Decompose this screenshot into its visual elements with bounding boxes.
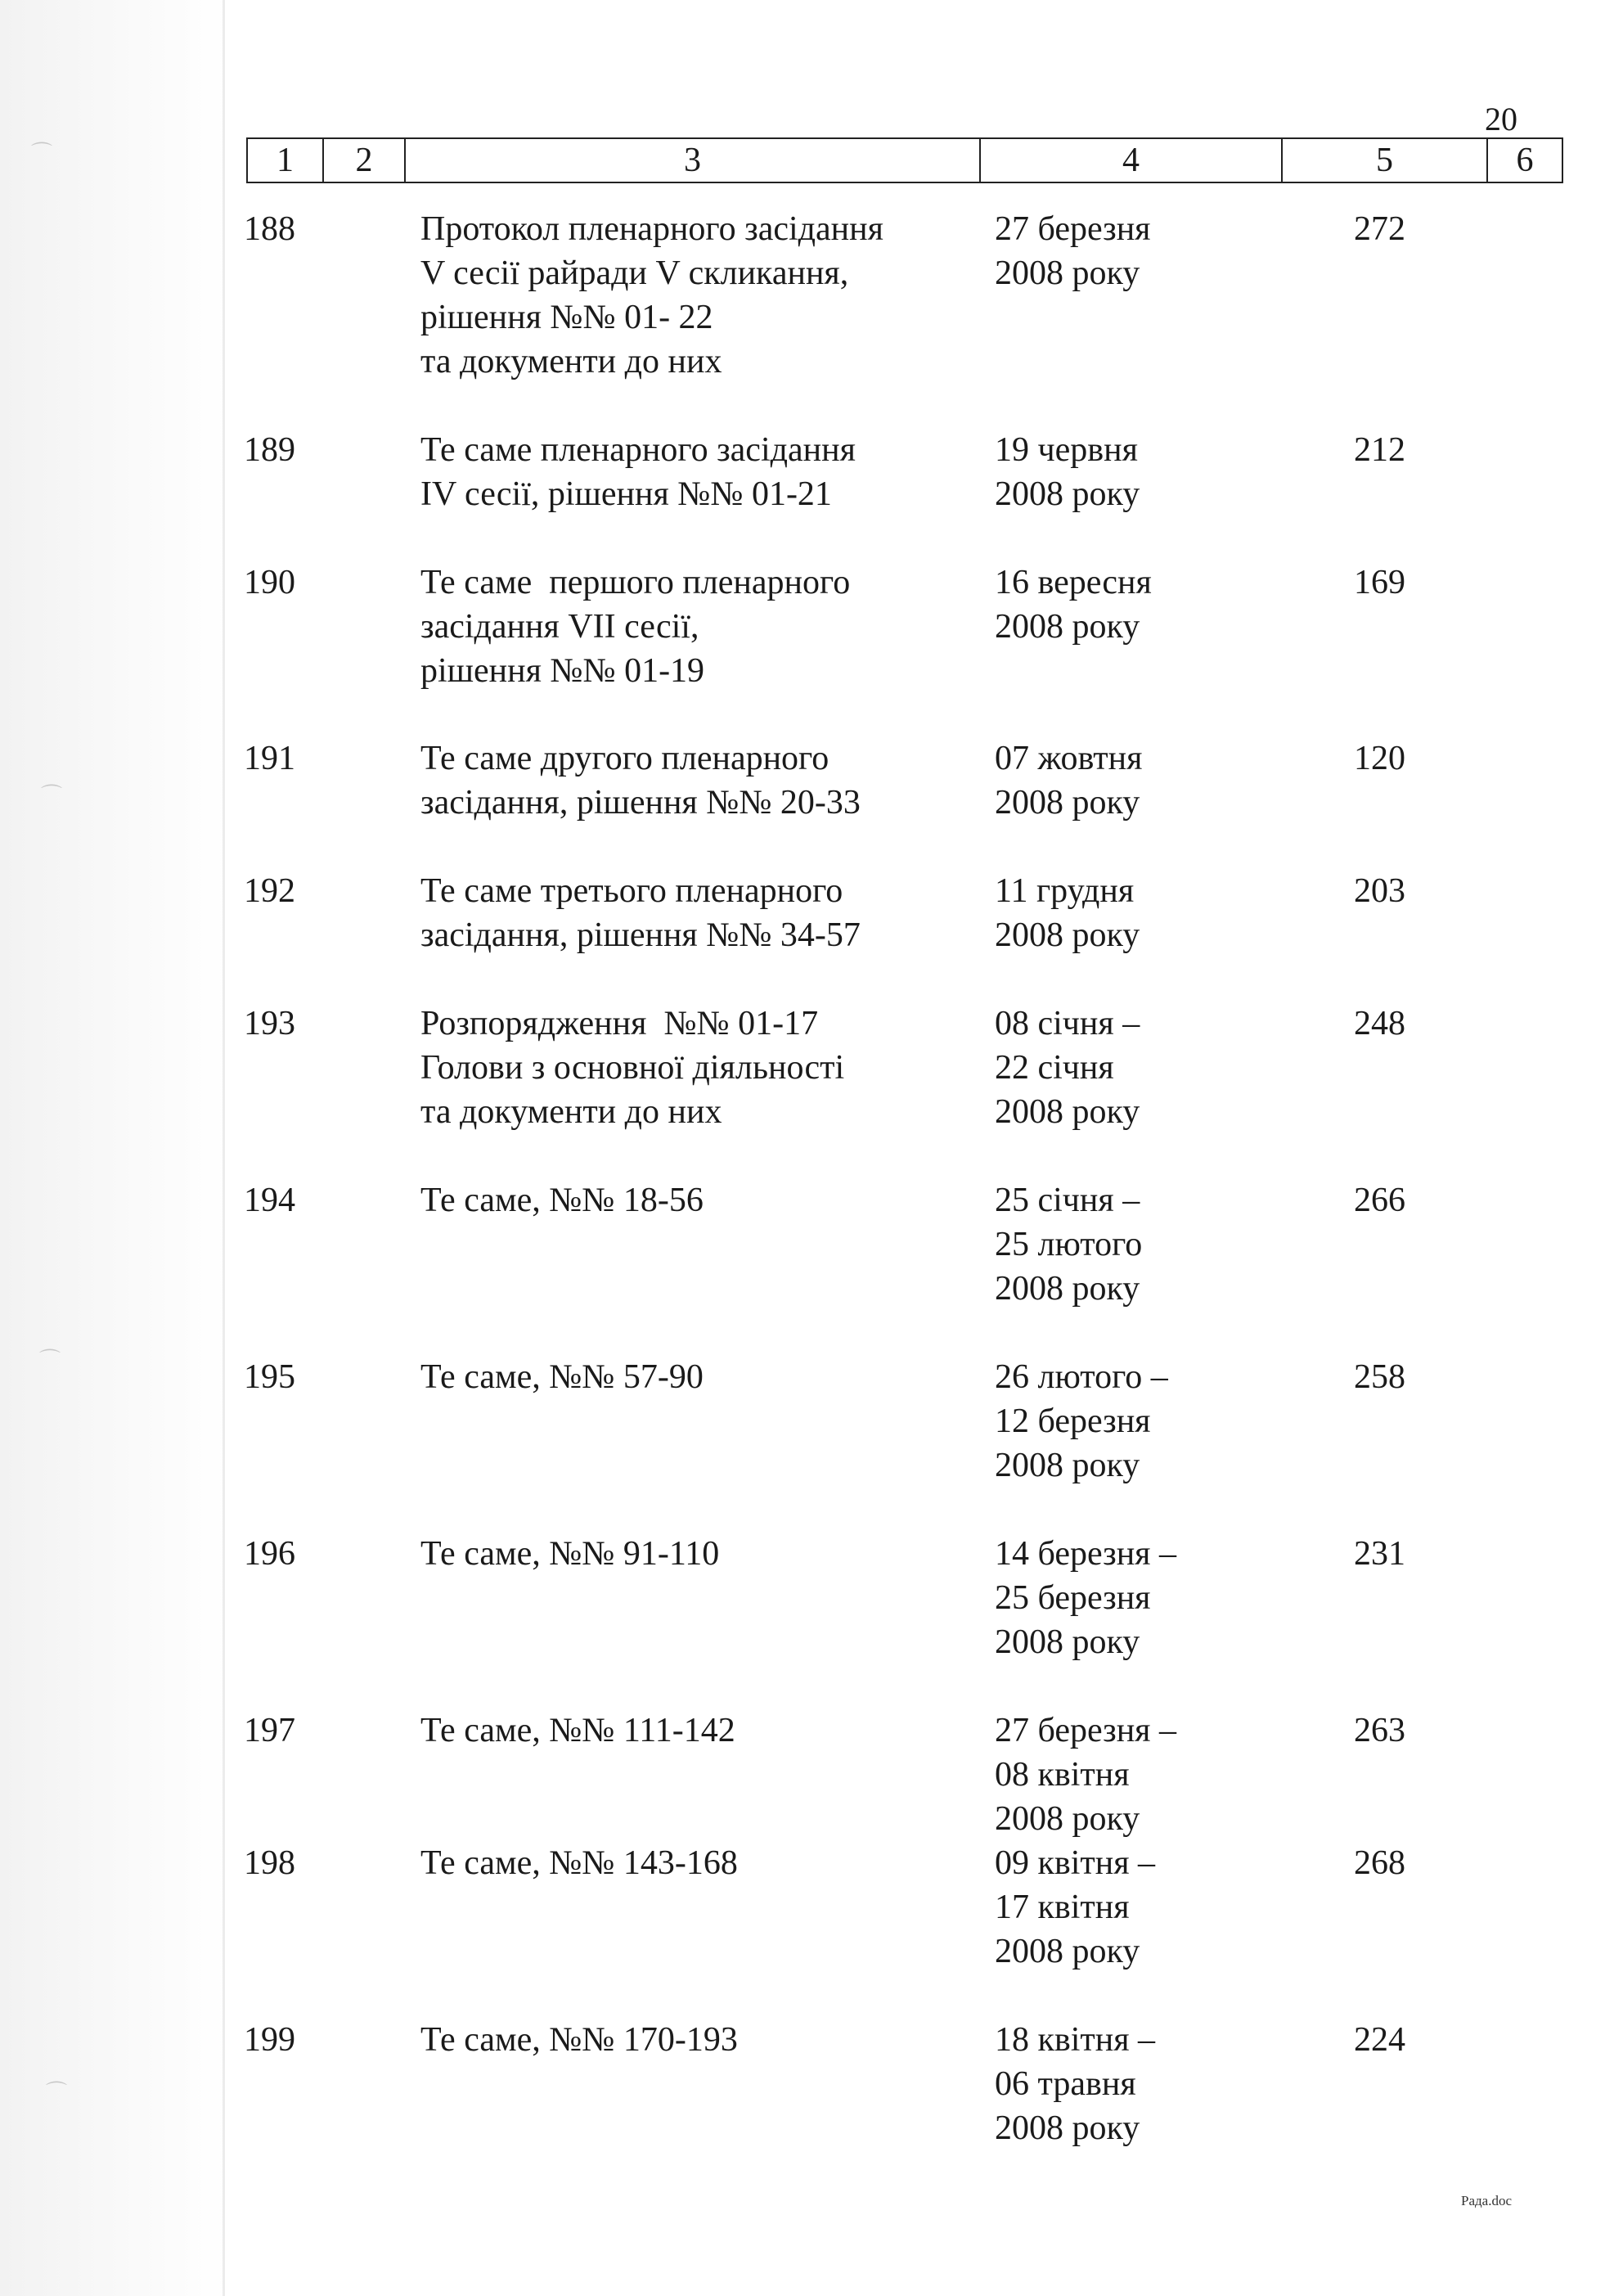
- entry-title: Те саме, №№ 18-56: [420, 1182, 704, 1219]
- entry-title: Те саме пленарного засідання IV сесії, рішення №№ 01-21: [420, 431, 856, 513]
- entry-date: 16 вересня 2008 року: [995, 564, 1152, 646]
- entry-title: Те саме, №№ 91-110: [420, 1535, 720, 1573]
- entry-pages: 169: [1354, 564, 1405, 601]
- entry-number: 188: [244, 210, 295, 248]
- entry-pages: 203: [1354, 872, 1405, 910]
- entry-number: 193: [244, 1005, 295, 1042]
- scan-speck: ⌒: [31, 142, 53, 165]
- entry-pages: 120: [1354, 740, 1405, 777]
- entry-title: Те саме, №№ 143-168: [420, 1844, 738, 1882]
- entry-pages: 263: [1354, 1712, 1405, 1749]
- entry-date: 27 березня 2008 року: [995, 210, 1151, 292]
- entry-date: 08 січня – 22 січня 2008 року: [995, 1005, 1140, 1131]
- entry-number: 195: [244, 1358, 295, 1396]
- entry-pages: 212: [1354, 431, 1405, 469]
- entry-number: 198: [244, 1844, 295, 1882]
- entry-pages: 258: [1354, 1358, 1405, 1396]
- entry-title: Те саме першого пленарного засідання VII сесії, рішення №№ 01-19: [420, 564, 851, 690]
- entry-title: Те саме, №№ 111-142: [420, 1712, 735, 1749]
- column-header-row: [246, 137, 1563, 183]
- entry-pages: 248: [1354, 1005, 1405, 1042]
- page-fold-line: [223, 0, 225, 2296]
- entry-pages: 272: [1354, 210, 1405, 248]
- entry-date: 18 квітня – 06 травня 2008 року: [995, 2021, 1156, 2147]
- page-number: 20: [1485, 101, 1517, 137]
- entry-number: 197: [244, 1712, 295, 1749]
- entry-title: Те саме, №№ 170-193: [420, 2021, 738, 2059]
- column-header: 2: [324, 139, 406, 182]
- entry-date: 27 березня – 08 квітня 2008 року: [995, 1712, 1176, 1838]
- entry-number: 199: [244, 2021, 295, 2059]
- column-header: 4: [981, 139, 1283, 182]
- entry-date: 07 жовтня 2008 року: [995, 740, 1143, 822]
- scan-edge-shadow: [0, 0, 229, 2296]
- entry-title: Те саме другого пленарного засідання, рішення №№ 20-33: [420, 740, 861, 822]
- entry-date: 26 лютого – 12 березня 2008 року: [995, 1358, 1168, 1484]
- entry-title: Те саме третього пленарного засідання, рішення №№ 34-57: [420, 872, 861, 954]
- entry-number: 190: [244, 564, 295, 601]
- entry-pages: 231: [1354, 1535, 1405, 1573]
- entry-number: 196: [244, 1535, 295, 1573]
- entry-date: 09 квітня – 17 квітня 2008 року: [995, 1844, 1156, 1970]
- entry-title: Протокол пленарного засідання V сесії райради V скликання, рішення №№ 01- 22 та документи до них: [420, 210, 883, 380]
- entry-pages: 224: [1354, 2021, 1405, 2059]
- entry-date: 14 березня – 25 березня 2008 року: [995, 1535, 1176, 1661]
- column-header: 1: [248, 139, 324, 182]
- scan-speck: ⌒: [46, 2081, 68, 2105]
- entry-number: 191: [244, 740, 295, 777]
- entry-pages: 266: [1354, 1182, 1405, 1219]
- column-header: 5: [1283, 139, 1488, 182]
- entry-date: 19 червня 2008 року: [995, 431, 1140, 513]
- column-header: 3: [406, 139, 981, 182]
- entry-date: 25 січня – 25 лютого 2008 року: [995, 1182, 1143, 1308]
- scan-speck: ⌒: [41, 784, 63, 808]
- entry-pages: 268: [1354, 1844, 1405, 1882]
- entry-number: 189: [244, 431, 295, 469]
- entry-title: Розпорядження №№ 01-17 Голови з основної діяльності та документи до них: [420, 1005, 845, 1131]
- entry-date: 11 грудня 2008 року: [995, 872, 1140, 954]
- entry-number: 192: [244, 872, 295, 910]
- footer-filename: Рада.doc: [1461, 2193, 1512, 2208]
- scan-speck: ⌒: [39, 1348, 61, 1372]
- column-header: 6: [1516, 142, 1534, 179]
- entry-title: Те саме, №№ 57-90: [420, 1358, 704, 1396]
- entry-number: 194: [244, 1182, 295, 1219]
